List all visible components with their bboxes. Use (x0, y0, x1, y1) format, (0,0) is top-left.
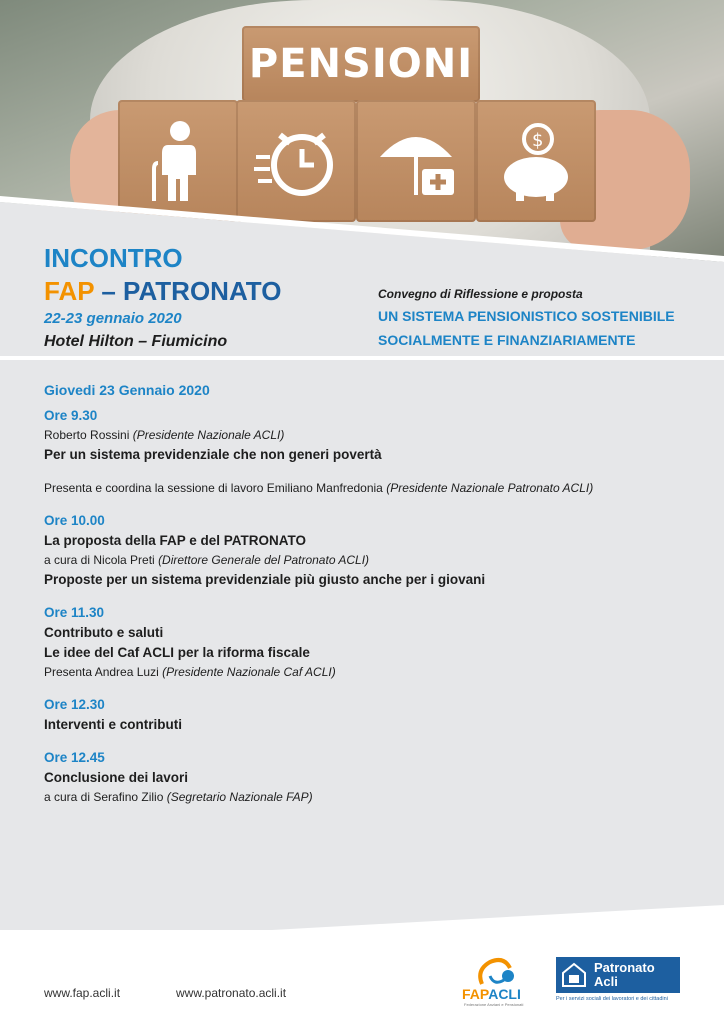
patronato-logo-subtitle: Per i servizi sociali dei lavoratori e dei cittadini (556, 996, 668, 1002)
curator-role: (Segretario Nazionale FAP) (166, 790, 313, 804)
session-topic: Per un sistema previdenziale che non generi povertà (44, 447, 382, 462)
session-topic: Contributo e saluti (44, 625, 164, 640)
program-day: Giovedi 23 Gennaio 2020 (44, 382, 210, 398)
svg-text:$: $ (532, 130, 544, 151)
presenter-name: Presenta Andrea Luzi (44, 665, 159, 679)
title-dash: – (94, 276, 124, 306)
session-topic-2: Le idee del Caf ACLI per la riforma fiscale (44, 645, 310, 660)
session-speaker (44, 426, 694, 445)
session-curator (44, 788, 694, 807)
event-title (44, 274, 281, 308)
program-schedule (44, 382, 694, 820)
session-time: Ore 12.45 (44, 750, 105, 765)
fap-logo-fap: FAP (462, 986, 489, 1002)
session-moderator (44, 479, 694, 498)
fap-logo-acli: ACLI (488, 986, 521, 1002)
session-time: Ore 11.30 (44, 605, 105, 620)
session-time: Ore 9.30 (44, 408, 98, 423)
session-time: Ore 12.30 (44, 697, 105, 712)
curator-role: (Direttore Generale del Patronato ACLI) (158, 553, 370, 567)
speaker-role: (Presidente Nazionale ACLI) (132, 428, 285, 442)
session-930 (44, 406, 694, 498)
session-1130 (44, 603, 694, 682)
session-topic: Interventi e contributi (44, 717, 183, 732)
session-presenter (44, 663, 694, 682)
session-topic: La proposta della FAP e del PATRONATO (44, 533, 307, 548)
patronato-logo-line2: Acli (594, 974, 618, 989)
event-venue: Hotel Hilton – Fiumicino (44, 333, 228, 350)
curator-name: a cura di Serafino Zilio (44, 790, 164, 804)
session-topic: Conclusione dei lavori (44, 770, 189, 785)
presenter-role: (Presidente Nazionale Caf ACLI) (162, 665, 336, 679)
event-label: INCONTRO (44, 243, 183, 273)
patronato-logo-name (594, 961, 655, 989)
patronato-website-link[interactable]: www.patronato.acli.it (176, 986, 287, 1000)
session-time: Ore 10.00 (44, 513, 105, 528)
session-1000 (44, 511, 694, 590)
curator-name: a cura di Nicola Preti (44, 553, 155, 567)
fap-website-link[interactable]: www.fap.acli.it (44, 986, 121, 1000)
session-topic-2: Proposte per un sistema previdenziale più giusto anche per i giovani (44, 572, 486, 587)
patronato-word: PATRONATO (123, 276, 282, 306)
patronato-logo-line1: Patronato (594, 960, 655, 975)
pensioni-label: PENSIONI (248, 41, 474, 87)
session-1245 (44, 748, 694, 807)
session-1230 (44, 695, 694, 735)
fap-logo-text (462, 986, 521, 1002)
convegno-title-line1: UN SISTEMA PENSIONISTICO SOSTENIBILE (378, 308, 675, 324)
session-curator (44, 551, 694, 570)
fap-logo-subtitle: Federazione Anziani e Pensionati (464, 1002, 524, 1007)
convegno-block (378, 284, 675, 352)
convegno-title-line2: SOCIALMENTE E FINANZIARIAMENTE (378, 332, 636, 348)
patronato-logo (556, 957, 680, 993)
speaker-name: Roberto Rossini (44, 428, 130, 442)
event-dates: 22-23 gennaio 2020 (44, 310, 182, 327)
moderator-name: Presenta e coordina la sessione di lavoro Emiliano Manfredonia (44, 481, 383, 495)
event-title-block (44, 242, 281, 354)
convegno-subtitle: Convegno di Riflessione e proposta (378, 287, 583, 301)
fap-word: FAP (44, 276, 95, 306)
patronato-house-icon (560, 961, 588, 989)
moderator-role: (Presidente Nazionale Patronato ACLI) (386, 481, 594, 495)
